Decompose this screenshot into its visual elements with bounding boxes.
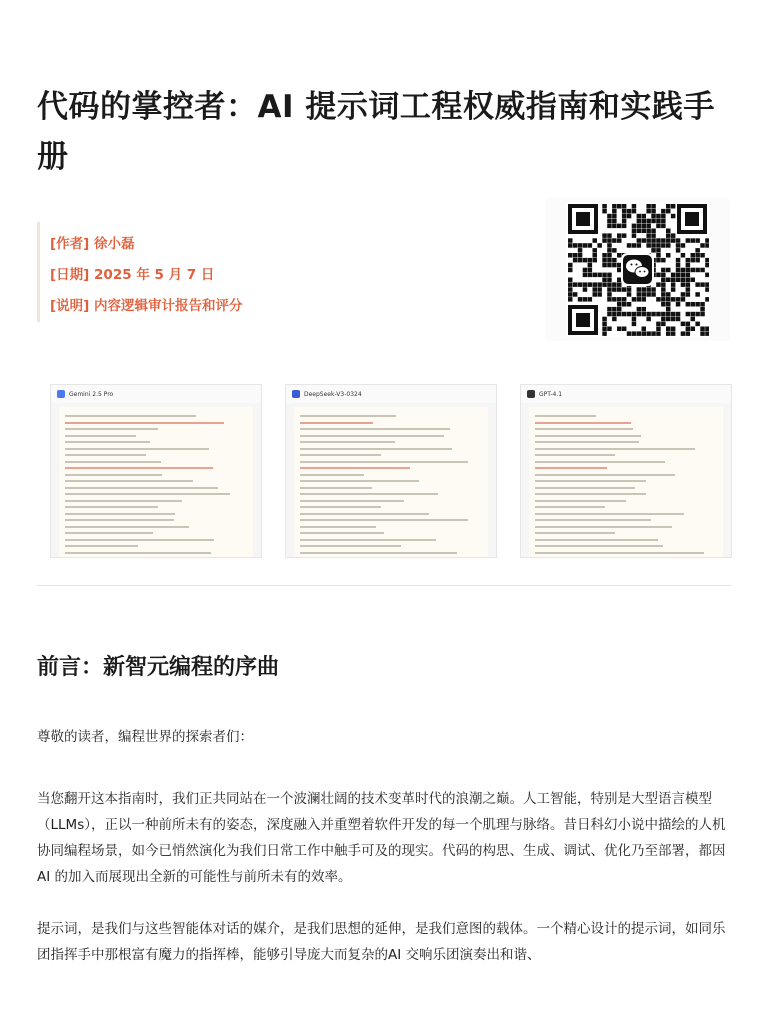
thumbnail-text-line [65, 415, 196, 417]
thumbnail-text-line [535, 500, 626, 502]
thumbnail-text-line [535, 545, 663, 547]
thumbnail-text-line [65, 552, 211, 554]
thumbnail-gpt [520, 384, 732, 558]
thumbnail-text-line [65, 441, 150, 443]
thumbnail-text-line [300, 467, 410, 469]
thumbnail-text-line [300, 539, 436, 541]
thumbnail-text-line [535, 506, 605, 508]
gemini-logo-icon [57, 390, 65, 398]
thumbnail-title: GPT-4.1 [539, 390, 563, 398]
body-paragraph-2: 提示词，是我们与这些智能体对话的媒介，是我们思想的延伸，是我们意图的载体。一个精心设计的提示词，如同乐团指挥手中那根富有魔力的指挥棒，能够引导庞大而复杂的AI 交响乐团演奏出和谐、 [37, 921, 726, 963]
thumbnail-text-line [300, 448, 452, 450]
thumbnail-text-line [65, 532, 153, 534]
thumbnail-text-line [535, 448, 695, 450]
body-paragraph-1: 当您翻开这本指南时，我们正共同站在一个波澜壮阔的技术变革时代的浪潮之巅。人工智能，特别是大型语言模型（LLMs），正以一种前所未有的姿态，深度融入并重塑着软件开发的每一个肌理与脉络。昔日科幻小说中描绘的人机协同编程场景，如今已悄然演化为我们日常工作中触手可及的现实。代码的构思、生成、调试、优化乃至部署，都因 AI 的加入而展现出全新的可能性与前所未有的效率。 [37, 791, 726, 885]
thumbnail-gemini [50, 384, 262, 558]
openai-logo-icon [527, 390, 535, 398]
thumbnail-text-line [535, 552, 704, 554]
thumbnail-text-line [300, 500, 404, 502]
thumbnail-text-line [65, 467, 213, 469]
thumbnail-text-line [300, 526, 376, 528]
thumbnail-text-line [300, 415, 396, 417]
thumbnail-text-line [535, 519, 651, 521]
thumbnail-text-line [300, 506, 381, 508]
thumbnail-text-line [300, 552, 457, 554]
thumbnail-text-line [300, 532, 384, 534]
thumbnail-text-line [535, 493, 646, 495]
thumbnail-text-line [65, 545, 138, 547]
thumbnail-text-line [65, 422, 224, 424]
thumbnail-text-line [535, 513, 684, 515]
thumbnail-text-line [300, 428, 450, 430]
thumbnail-text-line [535, 480, 646, 482]
thumbnail-text-line [300, 435, 444, 437]
thumbnail-deepseek [285, 384, 497, 558]
thumbnail-text-line [535, 539, 658, 541]
thumbnail-text-line [300, 422, 373, 424]
thumbnail-text-line [65, 428, 158, 430]
thumbnail-text-line [300, 474, 364, 476]
qr-code [545, 198, 730, 341]
thumbnail-text-line [535, 441, 639, 443]
thumbnail-text-line [300, 454, 381, 456]
thumbnail-text-line [535, 532, 615, 534]
thumbnail-text-line [65, 474, 162, 476]
thumbnail-document [529, 407, 723, 557]
thumbnail-text-line [535, 526, 672, 528]
thumbnail-text-line [535, 428, 633, 430]
thumbnail-text-line [300, 493, 438, 495]
page-title: 代码的掌控者：AI 提示词工程权威指南和实践手册 [37, 89, 715, 175]
thumbnail-title: DeepSeek-V3-0324 [304, 390, 362, 398]
thumbnail-text-line [65, 500, 182, 502]
thumbnail-text-line [65, 487, 218, 489]
deepseek-logo-icon [292, 390, 300, 398]
thumbnail-text-line [300, 519, 468, 521]
thumbnail-text-line [535, 435, 641, 437]
thumbnail-text-line [535, 487, 635, 489]
meta-note: [说明] 内容逻辑审计报告和评分 [50, 298, 243, 314]
thumbnail-text-line [65, 480, 193, 482]
thumbnail-text-line [300, 480, 419, 482]
thumbnail-text-line [535, 467, 607, 469]
thumbnail-text-line [300, 513, 429, 515]
thumbnail-text-line [65, 454, 146, 456]
thumbnail-text-line [65, 519, 174, 521]
thumbnail-text-line [300, 545, 401, 547]
meta-author: [作者] 徐小磊 [50, 236, 135, 252]
thumbnail-text-line [535, 474, 675, 476]
thumbnail-text-line [300, 461, 468, 463]
thumbnail-text-line [65, 526, 189, 528]
thumbnail-text-line [535, 454, 615, 456]
greeting-paragraph: 尊敬的读者，编程世界的探索者们： [37, 729, 253, 745]
thumbnail-text-line [535, 415, 596, 417]
section-heading: 前言：新智元编程的序曲 [37, 655, 280, 680]
thumbnail-document [59, 407, 253, 557]
thumbnail-text-line [65, 493, 230, 495]
thumbnail-text-line [65, 435, 136, 437]
thumbnail-text-line [65, 448, 209, 450]
thumbnail-title: Gemini 2.5 Pro [69, 390, 114, 398]
meta-block [50, 229, 243, 322]
thumbnail-text-line [300, 441, 395, 443]
section-divider [37, 585, 731, 586]
meta-accent-bar [37, 222, 40, 322]
thumbnail-text-line [65, 513, 175, 515]
thumbnail-text-line [300, 487, 372, 489]
thumbnail-text-line [65, 539, 214, 541]
thumbnail-document [294, 407, 488, 557]
thumbnail-text-line [535, 422, 631, 424]
qr-code-icon [566, 202, 709, 337]
thumbnail-text-line [65, 506, 158, 508]
thumbnail-text-line [535, 461, 665, 463]
thumbnail-text-line [65, 461, 161, 463]
meta-date: [日期] 2025 年 5 月 7 日 [50, 267, 215, 283]
